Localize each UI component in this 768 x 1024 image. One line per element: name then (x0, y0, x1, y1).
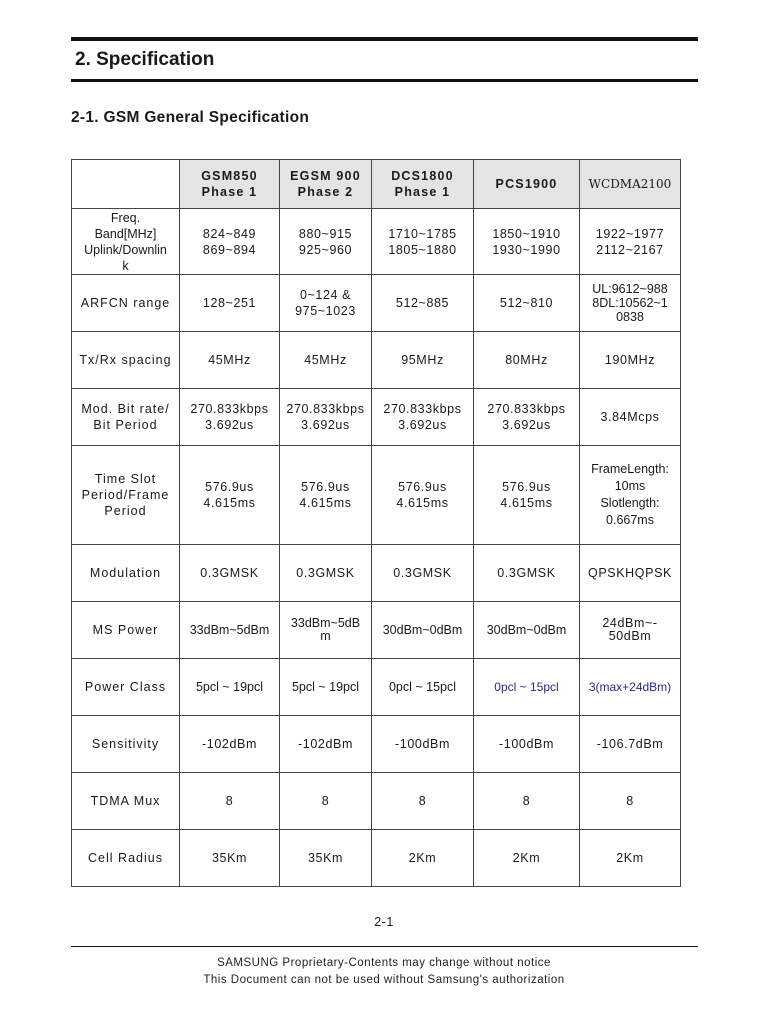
table-cell: 270.833kbps 3.692us (474, 389, 580, 446)
header-egsm900: EGSM 900 Phase 2 (280, 160, 372, 209)
row-label: Time Slot Period/Frame Period (72, 446, 180, 545)
footer-notice-line: SAMSUNG Proprietary-Contents may change without notice (217, 957, 551, 969)
top-rule (71, 37, 698, 41)
table-cell: 8 (280, 773, 372, 830)
table-cell: 33dBm~5dBm (180, 602, 280, 659)
table-cell: 35Km (180, 830, 280, 887)
table-row-modulation (72, 545, 681, 602)
table-cell: 1850~1910 1930~1990 (474, 209, 580, 275)
footer-rule (71, 946, 698, 947)
table-cell: 512~810 (474, 275, 580, 332)
table-cell: 270.833kbps 3.692us (280, 389, 372, 446)
table-cell: 33dBm~5dB m (280, 602, 372, 659)
table-cell: 30dBm~0dBm (474, 602, 580, 659)
table-row-ms-power (72, 602, 681, 659)
table-cell: 8 (180, 773, 280, 830)
table-cell: 95MHz (372, 332, 474, 389)
table-cell: 576.9us 4.615ms (474, 446, 580, 545)
table-cell: 0~124 & 975~1023 (280, 275, 372, 332)
table-cell: 1922~1977 2112~2167 (580, 209, 681, 275)
table-cell: -102dBm (180, 716, 280, 773)
table-cell: -100dBm (474, 716, 580, 773)
row-label: ARFCN range (72, 275, 180, 332)
table-cell: -102dBm (280, 716, 372, 773)
table-cell: 3(max+24dBm) (580, 659, 681, 716)
table-cell: 2Km (580, 830, 681, 887)
table-row-txrx-spacing (72, 332, 681, 389)
table-row-bit-rate (72, 389, 681, 446)
table-cell: 1710~1785 1805~1880 (372, 209, 474, 275)
table-cell: QPSKHQPSK (580, 545, 681, 602)
table-cell: 24dBm~- 50dBm (580, 602, 681, 659)
table-cell: 8 (474, 773, 580, 830)
table-cell: FrameLength: 10ms Slotlength: 0.667ms (580, 446, 681, 545)
footer-authorization-line: This Document can not be used without Samsung's authorization (203, 974, 565, 986)
table-cell: 5pcl ~ 19pcl (180, 659, 280, 716)
row-label: Tx/Rx spacing (72, 332, 180, 389)
table-cell: 270.833kbps 3.692us (372, 389, 474, 446)
header-pcs1900: PCS1900 (474, 160, 580, 209)
table-header-row (72, 160, 681, 209)
table-cell: 2Km (372, 830, 474, 887)
section-title: 2. Specification (75, 49, 215, 70)
row-label: Mod. Bit rate/ Bit Period (72, 389, 180, 446)
header-gsm850: GSM850 Phase 1 (180, 160, 280, 209)
row-label: Sensitivity (72, 716, 180, 773)
row-label: Power Class (72, 659, 180, 716)
table-cell: 45MHz (280, 332, 372, 389)
table-row-cell-radius (72, 830, 681, 887)
row-label: Cell Radius (72, 830, 180, 887)
table-cell: 45MHz (180, 332, 280, 389)
table-cell: 880~915 925~960 (280, 209, 372, 275)
table-cell: 35Km (280, 830, 372, 887)
table-row-freq-band (72, 209, 681, 275)
table-cell: 0pcl ~ 15pcl (372, 659, 474, 716)
table-cell: 0.3GMSK (280, 545, 372, 602)
table-cell: 0.3GMSK (474, 545, 580, 602)
table-cell: 0pcl ~ 15pcl (474, 659, 580, 716)
table-cell: -106.7dBm (580, 716, 681, 773)
table-cell: 576.9us 4.615ms (372, 446, 474, 545)
table-row-tdma-mux (72, 773, 681, 830)
table-cell: 576.9us 4.615ms (280, 446, 372, 545)
row-label: Freq. Band[MHz] Uplink/Downlin k (72, 209, 180, 275)
row-label: TDMA Mux (72, 773, 180, 830)
table-cell: 8 (372, 773, 474, 830)
table-cell: -100dBm (372, 716, 474, 773)
subsection-title: 2-1. GSM General Specification (71, 109, 310, 126)
table-row-arfcn (72, 275, 681, 332)
table-cell: 3.84Mcps (580, 389, 681, 446)
table-cell: 2Km (474, 830, 580, 887)
table-row-sensitivity (72, 716, 681, 773)
table-row-power-class (72, 659, 681, 716)
table-cell: 576.9us 4.615ms (180, 446, 280, 545)
table-cell: UL:9612~988 8DL:10562~1 0838 (580, 275, 681, 332)
table-cell: 0.3GMSK (180, 545, 280, 602)
section-rule (71, 79, 698, 82)
table-cell: 512~885 (372, 275, 474, 332)
table-cell: 0.3GMSK (372, 545, 474, 602)
table-cell: 80MHz (474, 332, 580, 389)
header-wcdma2100: WCDMA2100 (580, 160, 681, 209)
page-number: 2-1 (374, 915, 394, 929)
table-cell: 8 (580, 773, 681, 830)
table-row-time-slot (72, 446, 681, 545)
table-cell: 270.833kbps 3.692us (180, 389, 280, 446)
gsm-spec-table (71, 159, 681, 887)
table-cell: 190MHz (580, 332, 681, 389)
table-cell: 128~251 (180, 275, 280, 332)
table-cell: 5pcl ~ 19pcl (280, 659, 372, 716)
table-cell: 30dBm~0dBm (372, 602, 474, 659)
table-cell: 824~849 869~894 (180, 209, 280, 275)
row-label: MS Power (72, 602, 180, 659)
row-label: Modulation (72, 545, 180, 602)
header-cell-empty (72, 160, 180, 209)
header-dcs1800: DCS1800 Phase 1 (372, 160, 474, 209)
